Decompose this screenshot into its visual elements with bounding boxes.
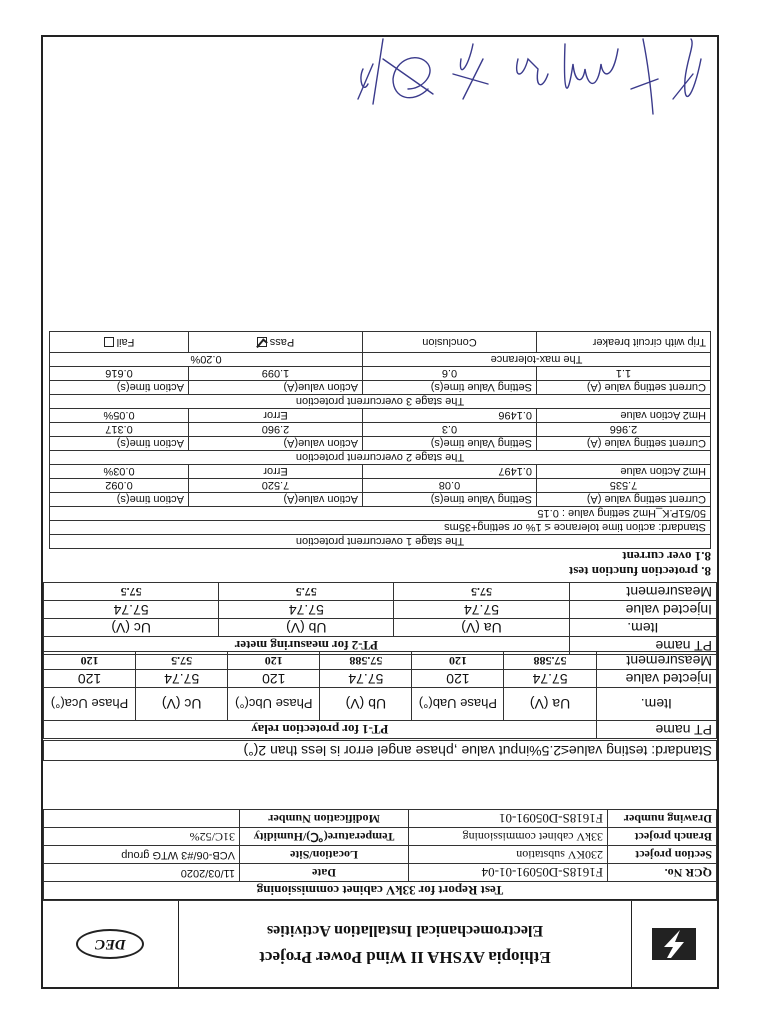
pt1-measured-ua: 57.588: [504, 652, 596, 670]
s3-action-time: 0.616: [50, 367, 189, 381]
pt1-injected-ub: 57.74: [320, 670, 412, 688]
s1-hm-value: 0.1497: [363, 465, 537, 479]
protection-table: [49, 331, 711, 549]
pt1-header-uc: Uc (V): [136, 688, 228, 721]
location-value: VCB-06/#3 WTG group: [44, 846, 240, 864]
pt1-name-value: PT-1 for protection relay: [44, 721, 597, 739]
pt1-measured-ubc: 120: [228, 652, 320, 670]
s2-col-action: Action value(A): [189, 437, 363, 451]
stage3-title: The stage 3 overcurrent protection: [50, 395, 711, 409]
pt1-header-item: Item.: [596, 688, 716, 721]
pt1-measured-uca: 120: [44, 652, 136, 670]
pt2-table: [43, 582, 717, 655]
pt2-measured-uc: 57.5: [44, 583, 219, 601]
pt1-measured-ub: 57.588: [320, 652, 412, 670]
temp-label: Temperature(℃)/Humidity: [240, 828, 409, 846]
pt2-injected-uc: 57.74: [44, 601, 219, 619]
mod-value: [44, 810, 240, 828]
dec-logo: DEC: [77, 929, 145, 959]
stage1-title: The stage 1 overcurrent protection: [50, 535, 711, 549]
temp-value: 31C/52%: [44, 828, 240, 846]
pt1-name-label: PT name: [596, 721, 716, 739]
pt1-header-uca: Phase Uca(°): [44, 688, 136, 721]
tolerance-value: 0.20%: [50, 353, 363, 367]
s3-col-action: Action value(A): [189, 381, 363, 395]
company-logo-cell: [43, 901, 178, 987]
trip-label: Trip with circuit breaker: [537, 332, 711, 353]
s1-col-current: Current setting value (A): [537, 493, 711, 507]
section-value: 230KV substation: [409, 846, 608, 864]
pt1-injected-uab: 120: [412, 670, 504, 688]
project-title-block: [178, 901, 631, 987]
s2-error-value: 0.05%: [50, 409, 189, 423]
date-label: Date: [240, 864, 409, 882]
fail-checkbox[interactable]: [104, 337, 114, 347]
s2-hm-label: Hm2 Action value: [537, 409, 711, 423]
s3-time: 0.6: [363, 367, 537, 381]
pt1-header-uab: Phase Uab(°): [412, 688, 504, 721]
pt2-header-ub: Ub (V): [219, 619, 394, 637]
s1-col-time: Setting Value time(s): [363, 493, 537, 507]
signature-5: [453, 44, 488, 99]
pt1-header-ubc: Phase Ubc(°): [228, 688, 320, 721]
mod-label: Modification Number: [240, 810, 409, 828]
logo-cell: [631, 901, 717, 987]
fail-cell: [50, 332, 189, 353]
signature-6: [383, 58, 433, 98]
signature-7: [358, 39, 383, 104]
pt1-injected-uca: 120: [44, 670, 136, 688]
section-label: Section project: [608, 846, 717, 864]
pt1-injected-ua: 57.74: [504, 670, 596, 688]
pt2-header-item: Item.: [569, 619, 716, 637]
pt2-measured-label: Measurement: [569, 583, 716, 601]
date-value: 11/03/2020: [44, 864, 240, 882]
pt1-header-ub: Ub (V): [320, 688, 412, 721]
pass-label: Pass: [269, 336, 295, 348]
pt1-injected-uc: 57.74: [136, 670, 228, 688]
stage2-title: The stage 2 overcurrent protection: [50, 451, 711, 465]
pt2-header-uc: Uc (V): [44, 619, 219, 637]
s2-col-time: Setting Value time(s): [363, 437, 537, 451]
location-label: Location/Site: [240, 846, 409, 864]
signature-1: [673, 39, 701, 99]
signature-2: [631, 39, 658, 114]
pt2-injected-ua: 57.74: [394, 601, 569, 619]
s2-time: 0.3: [363, 423, 537, 437]
section8-sub: 8.1 over current: [622, 549, 711, 564]
s3-col-current: Current setting value (A): [537, 381, 711, 395]
s3-action: 1.099: [189, 367, 363, 381]
pt1-measured-label: Measurement: [596, 652, 716, 670]
pt2-header-ua: Ua (V): [394, 619, 569, 637]
qcr-label: QCR No.: [608, 864, 717, 882]
pt1-table: [43, 651, 717, 739]
report-header: [43, 899, 717, 987]
pt2-measured-ua: 57.5: [394, 583, 569, 601]
report-title: Test Report for 33kV cabinet commissioning: [44, 882, 717, 901]
s1-hm-label: Hm2 Action value: [537, 465, 711, 479]
s2-col-action-time: Action time(s): [50, 437, 189, 451]
fail-label: Fail: [116, 336, 135, 348]
standard-table: [43, 740, 717, 761]
signature-4: [517, 59, 548, 85]
section8-title: 8. protection function test: [568, 564, 711, 579]
branch-value: 33kV cabinet commissioning: [409, 828, 608, 846]
pt1-measured-uc: 57.5: [136, 652, 228, 670]
pass-checkbox[interactable]: [257, 337, 267, 347]
pt2-injected-ub: 57.74: [219, 601, 394, 619]
signatures-image: [353, 34, 713, 119]
s2-current: 2.966: [537, 423, 711, 437]
s3-col-action-time: Action time(s): [50, 381, 189, 395]
pt1-header-ua: Ua (V): [504, 688, 596, 721]
conclusion-label: Conclusion: [363, 332, 537, 353]
pass-cell: [189, 332, 363, 353]
s1-time: 0.08: [363, 479, 537, 493]
qcr-value: F1618S-D05091-01-04: [409, 864, 608, 882]
pt2-name-label: PT name: [569, 637, 716, 655]
lightning-logo-icon: [652, 927, 698, 961]
s2-action-time: 0.317: [50, 423, 189, 437]
signature-3: [565, 44, 618, 88]
s1-error-label: Error: [189, 465, 363, 479]
pt2-name-value: PT-2 for measuring meter: [44, 637, 570, 655]
s1-col-action-time: Action time(s): [50, 493, 189, 507]
pt1-measured-uab: 120: [412, 652, 504, 670]
drawing-value: F1618S-D05091-01: [409, 810, 608, 828]
info-table: [43, 809, 717, 901]
s1-action-time: 0.092: [50, 479, 189, 493]
s2-error-label: Error: [189, 409, 363, 423]
project-title: Ethiopia AYSHA II Wind Power Project: [259, 948, 551, 967]
s2-action: 2.960: [189, 423, 363, 437]
s1-action: 7.520: [189, 479, 363, 493]
pt2-measured-ub: 57.5: [219, 583, 394, 601]
s1-error-value: 0.03%: [50, 465, 189, 479]
s2-col-current: Current setting value (A): [537, 437, 711, 451]
pt1-injected-ubc: 120: [228, 670, 320, 688]
standard-text: Standard: testing value≤2.5%input value ,phase angel error is less than 2(°): [44, 741, 717, 761]
stage1-setting: 50/51P.K_Hm2 setting value : 0.15: [50, 507, 711, 521]
pt2-injected-label: Injected value: [569, 601, 716, 619]
report-frame: [41, 35, 719, 989]
s1-current: 7.535: [537, 479, 711, 493]
project-subtitle: Electromechanical Installation Activities: [266, 922, 544, 939]
s3-col-time: Setting Value time(s): [363, 381, 537, 395]
branch-label: Branch project: [608, 828, 717, 846]
stage1-standard: Standard: action time tolerance ≤ 1% or setting+35ms: [50, 521, 711, 535]
s2-hm-value: 0.1496: [363, 409, 537, 423]
tolerance-label: The max-tolerance: [363, 353, 711, 367]
pt1-injected-label: Injected value: [596, 670, 716, 688]
s1-col-action: Action value(A): [189, 493, 363, 507]
drawing-label: Drawing number: [608, 810, 717, 828]
s3-current: 1.1: [537, 367, 711, 381]
